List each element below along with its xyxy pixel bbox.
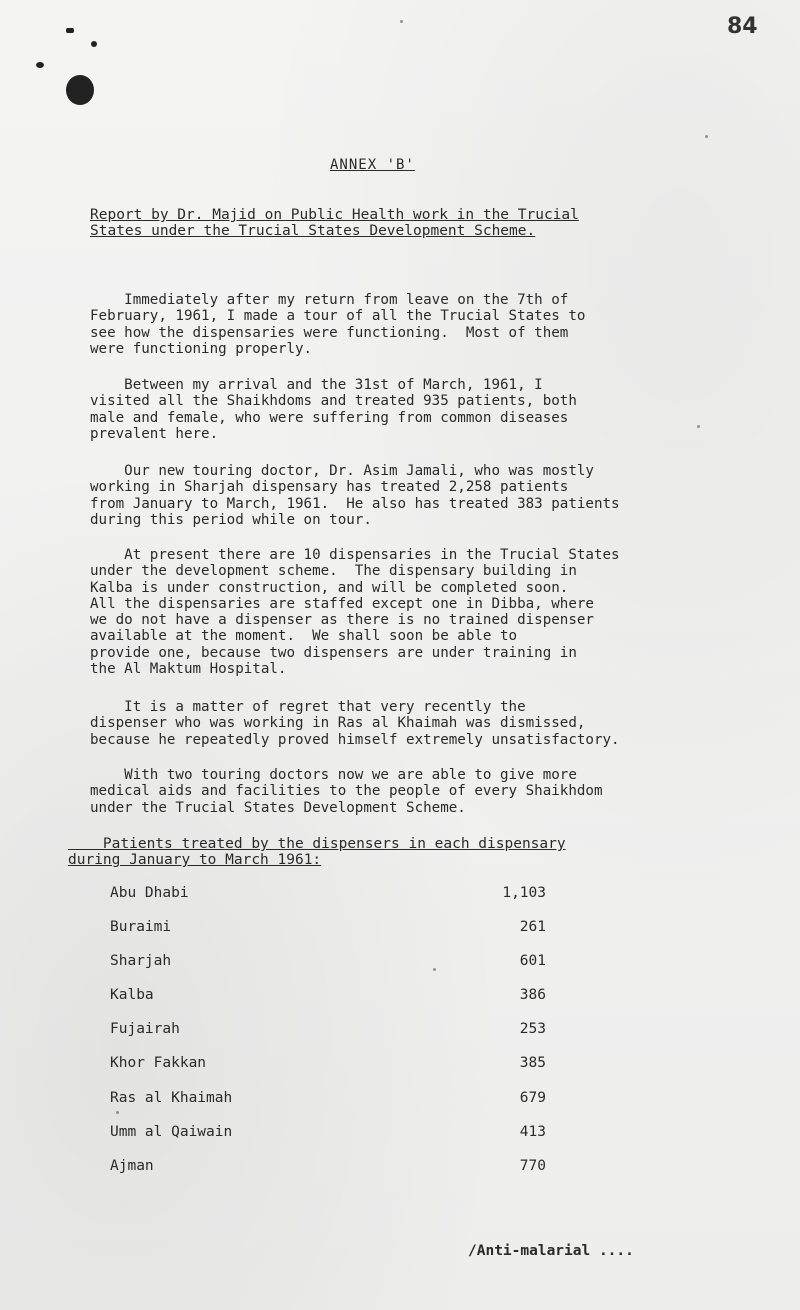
- paragraph-4: At present there are 10 dispensaries in the Trucial States under the development scheme. The dispensary building in Kalba is under construction, and will be completed soon. All the dispensaries are staffed except one in Dibba, where we do not have a dispenser as there is no trained dispenser available at the moment. We shall soon be able to provide one, because two dispensers are under training in the Al Maktum Hospital.: [90, 547, 620, 678]
- dispensary-name: Fujairah: [110, 1021, 180, 1037]
- page-number: 84: [727, 14, 758, 39]
- table-row: [110, 919, 570, 939]
- patient-count: 261: [519, 919, 546, 935]
- dispensary-name: Ras al Khaimah: [110, 1090, 233, 1106]
- dispensary-name: Kalba: [110, 987, 154, 1003]
- table-row: [110, 1090, 570, 1110]
- speck: [400, 20, 403, 23]
- report-title: Report by Dr. Majid on Public Health work in the Trucial States under the Trucial States Development Scheme.: [90, 207, 579, 239]
- table-row: [110, 1055, 570, 1075]
- table-heading: Patients treated by the dispensers in each dispensary during January to March 1961:: [68, 836, 566, 868]
- table-row: [110, 1021, 570, 1041]
- table-row: [110, 953, 570, 973]
- patient-count: 253: [519, 1021, 546, 1037]
- paragraph-6: With two touring doctors now we are able to give more medical aids and facilities to the people of every Shaikhdom under the Trucial States Development Scheme.: [90, 767, 603, 816]
- dispensary-name: Sharjah: [110, 953, 172, 969]
- ink-blot-small: [36, 62, 44, 68]
- table-row: [110, 1158, 570, 1178]
- dispensary-name: Abu Dhabi: [110, 885, 189, 901]
- patient-count: 1,103: [502, 885, 546, 901]
- table-row: [110, 1124, 570, 1144]
- table-row: [110, 885, 570, 905]
- continuation-note: /Anti-malarial ....: [468, 1243, 634, 1259]
- dispensary-name: Khor Fakkan: [110, 1055, 207, 1071]
- speck: [705, 135, 708, 138]
- annex-title: ANNEX 'B': [330, 157, 415, 173]
- patient-count: 601: [519, 953, 546, 969]
- patient-count: 770: [519, 1158, 546, 1174]
- paragraph-3: Our new touring doctor, Dr. Asim Jamali, who was mostly working in Sharjah dispensary has treated 2,258 patients from January to March, 1961. He also has treated 383 patients during this period while on tour.: [90, 463, 620, 528]
- patient-count: 385: [519, 1055, 546, 1071]
- ink-blot: [66, 75, 94, 105]
- ink-mark-dot: [91, 41, 97, 47]
- speck: [116, 1111, 119, 1114]
- patient-count: 679: [519, 1090, 546, 1106]
- paragraph-1: Immediately after my return from leave on the 7th of February, 1961, I made a tour of all the Trucial States to see how the dispensaries were functioning. Most of them were functioning properly.: [90, 292, 586, 357]
- ink-mark: [66, 28, 74, 33]
- dispensary-name: Umm al Qaiwain: [110, 1124, 233, 1140]
- dispensary-name: Ajman: [110, 1158, 154, 1174]
- patient-count: 413: [519, 1124, 546, 1140]
- table-row: [110, 987, 570, 1007]
- paragraph-2: Between my arrival and the 31st of March, 1961, I visited all the Shaikhdoms and treated 935 patients, both male and female, who were suffering from common diseases prevalent here.: [90, 377, 577, 442]
- dispensary-name: Buraimi: [110, 919, 172, 935]
- patient-count: 386: [519, 987, 546, 1003]
- paragraph-5: It is a matter of regret that very recently the dispenser who was working in Ras al Khaimah was dismissed, because he repeatedly proved himself extremely unsatisfactory.: [90, 699, 620, 748]
